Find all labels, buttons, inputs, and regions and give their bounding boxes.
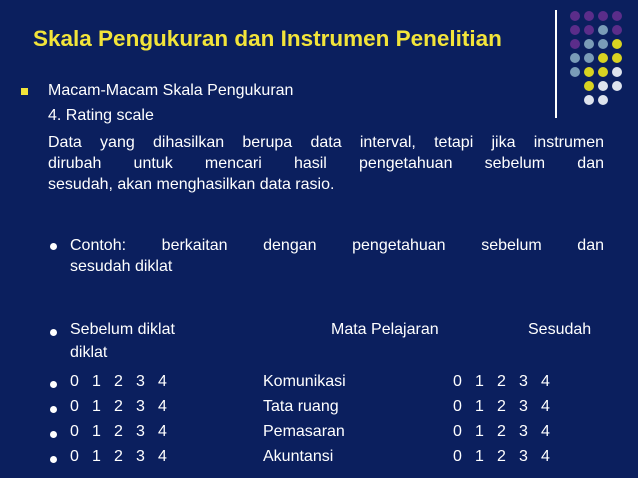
scale-value: 0 xyxy=(70,448,79,465)
scale-value: 2 xyxy=(497,373,506,390)
decorative-dot xyxy=(598,67,608,77)
scale-value: 3 xyxy=(136,448,145,465)
subheading: 4. Rating scale xyxy=(48,107,154,124)
scale-value: 3 xyxy=(519,423,528,440)
scale-value: 2 xyxy=(497,448,506,465)
scale-value: 4 xyxy=(158,398,167,415)
subject-label: Akuntansi xyxy=(263,448,334,465)
scale-value: 1 xyxy=(475,398,484,415)
round-bullet-icon xyxy=(50,329,57,336)
example-line: Contoh: berkaitan dengan pengetahuan sebelum dan xyxy=(70,237,604,254)
scale-value: 2 xyxy=(114,373,123,390)
decorative-dot xyxy=(584,39,594,49)
decorative-dot xyxy=(598,53,608,63)
subject-label: Pemasaran xyxy=(263,423,345,440)
decorative-dot xyxy=(598,11,608,21)
decorative-dot xyxy=(598,81,608,91)
scale-value: 0 xyxy=(453,448,462,465)
scale-value: 0 xyxy=(70,398,79,415)
scale-after xyxy=(453,373,563,391)
example-line: sesudah diklat xyxy=(70,258,173,275)
decorative-dot xyxy=(612,53,622,63)
scale-before xyxy=(70,423,180,441)
decorative-dot xyxy=(584,81,594,91)
scale-after xyxy=(453,398,563,416)
scale-value: 3 xyxy=(519,373,528,390)
scale-before xyxy=(70,398,180,416)
decorative-dot xyxy=(570,25,580,35)
paragraph-line: sesudah, akan menghasilkan data rasio. xyxy=(48,176,335,193)
scale-value: 4 xyxy=(158,423,167,440)
scale-value: 0 xyxy=(453,423,462,440)
subject-label: Tata ruang xyxy=(263,398,339,415)
round-bullet-icon xyxy=(50,431,57,438)
decorative-dot xyxy=(612,11,622,21)
main-bullet-text: Macam-Macam Skala Pengukuran xyxy=(48,82,294,99)
scale-value: 4 xyxy=(541,448,550,465)
scale-value: 1 xyxy=(92,373,101,390)
decorative-dot xyxy=(612,39,622,49)
scale-value: 4 xyxy=(158,448,167,465)
scale-after xyxy=(453,448,563,466)
decorative-dot xyxy=(584,53,594,63)
scale-value: 2 xyxy=(497,398,506,415)
header-before: Sebelum diklat xyxy=(70,321,175,338)
decorative-dot xyxy=(570,39,580,49)
decorative-dot xyxy=(612,25,622,35)
scale-value: 2 xyxy=(114,448,123,465)
scale-value: 4 xyxy=(541,373,550,390)
header-after: Sesudah xyxy=(528,321,592,338)
paragraph xyxy=(48,132,604,195)
scale-value: 3 xyxy=(519,398,528,415)
header-before-cont: diklat xyxy=(70,344,108,361)
scale-value: 3 xyxy=(136,423,145,440)
decorative-divider xyxy=(555,10,557,118)
decorative-dot xyxy=(598,39,608,49)
round-bullet-icon xyxy=(50,243,57,250)
scale-value: 1 xyxy=(92,398,101,415)
scale-value: 0 xyxy=(70,373,79,390)
scale-value: 4 xyxy=(541,423,550,440)
slide-title: Skala Pengukuran dan Instrumen Penelitian xyxy=(33,26,502,51)
scale-value: 2 xyxy=(114,423,123,440)
header-subject: Mata Pelajaran xyxy=(331,321,439,338)
scale-value: 3 xyxy=(136,373,145,390)
decorative-dot xyxy=(570,67,580,77)
scale-value: 4 xyxy=(541,398,550,415)
round-bullet-icon xyxy=(50,406,57,413)
paragraph-line: dirubah untuk mencari hasil pengetahuan sebelum dan xyxy=(48,155,604,172)
scale-value: 1 xyxy=(92,423,101,440)
scale-value: 0 xyxy=(70,423,79,440)
scale-before xyxy=(70,448,180,466)
example-text xyxy=(70,235,604,277)
decorative-dot xyxy=(584,25,594,35)
decorative-dot xyxy=(570,11,580,21)
scale-value: 3 xyxy=(136,398,145,415)
scale-before xyxy=(70,373,180,391)
scale-value: 0 xyxy=(453,398,462,415)
round-bullet-icon xyxy=(50,456,57,463)
scale-value: 1 xyxy=(475,373,484,390)
subject-label: Komunikasi xyxy=(263,373,346,390)
decorative-dot xyxy=(598,25,608,35)
paragraph-line: Data yang dihasilkan berupa data interval, tetapi jika instrumen xyxy=(48,134,604,151)
decorative-dot xyxy=(598,95,608,105)
scale-value: 1 xyxy=(475,448,484,465)
decorative-dot xyxy=(584,11,594,21)
decorative-dot xyxy=(612,81,622,91)
scale-value: 3 xyxy=(519,448,528,465)
scale-value: 1 xyxy=(92,448,101,465)
scale-value: 2 xyxy=(497,423,506,440)
round-bullet-icon xyxy=(50,381,57,388)
scale-after xyxy=(453,423,563,441)
scale-value: 4 xyxy=(158,373,167,390)
decorative-dot xyxy=(612,67,622,77)
scale-value: 2 xyxy=(114,398,123,415)
decorative-dot xyxy=(584,67,594,77)
decorative-dot xyxy=(570,53,580,63)
scale-value: 0 xyxy=(453,373,462,390)
scale-value: 1 xyxy=(475,423,484,440)
decorative-dot xyxy=(584,95,594,105)
square-bullet-icon xyxy=(21,88,28,95)
